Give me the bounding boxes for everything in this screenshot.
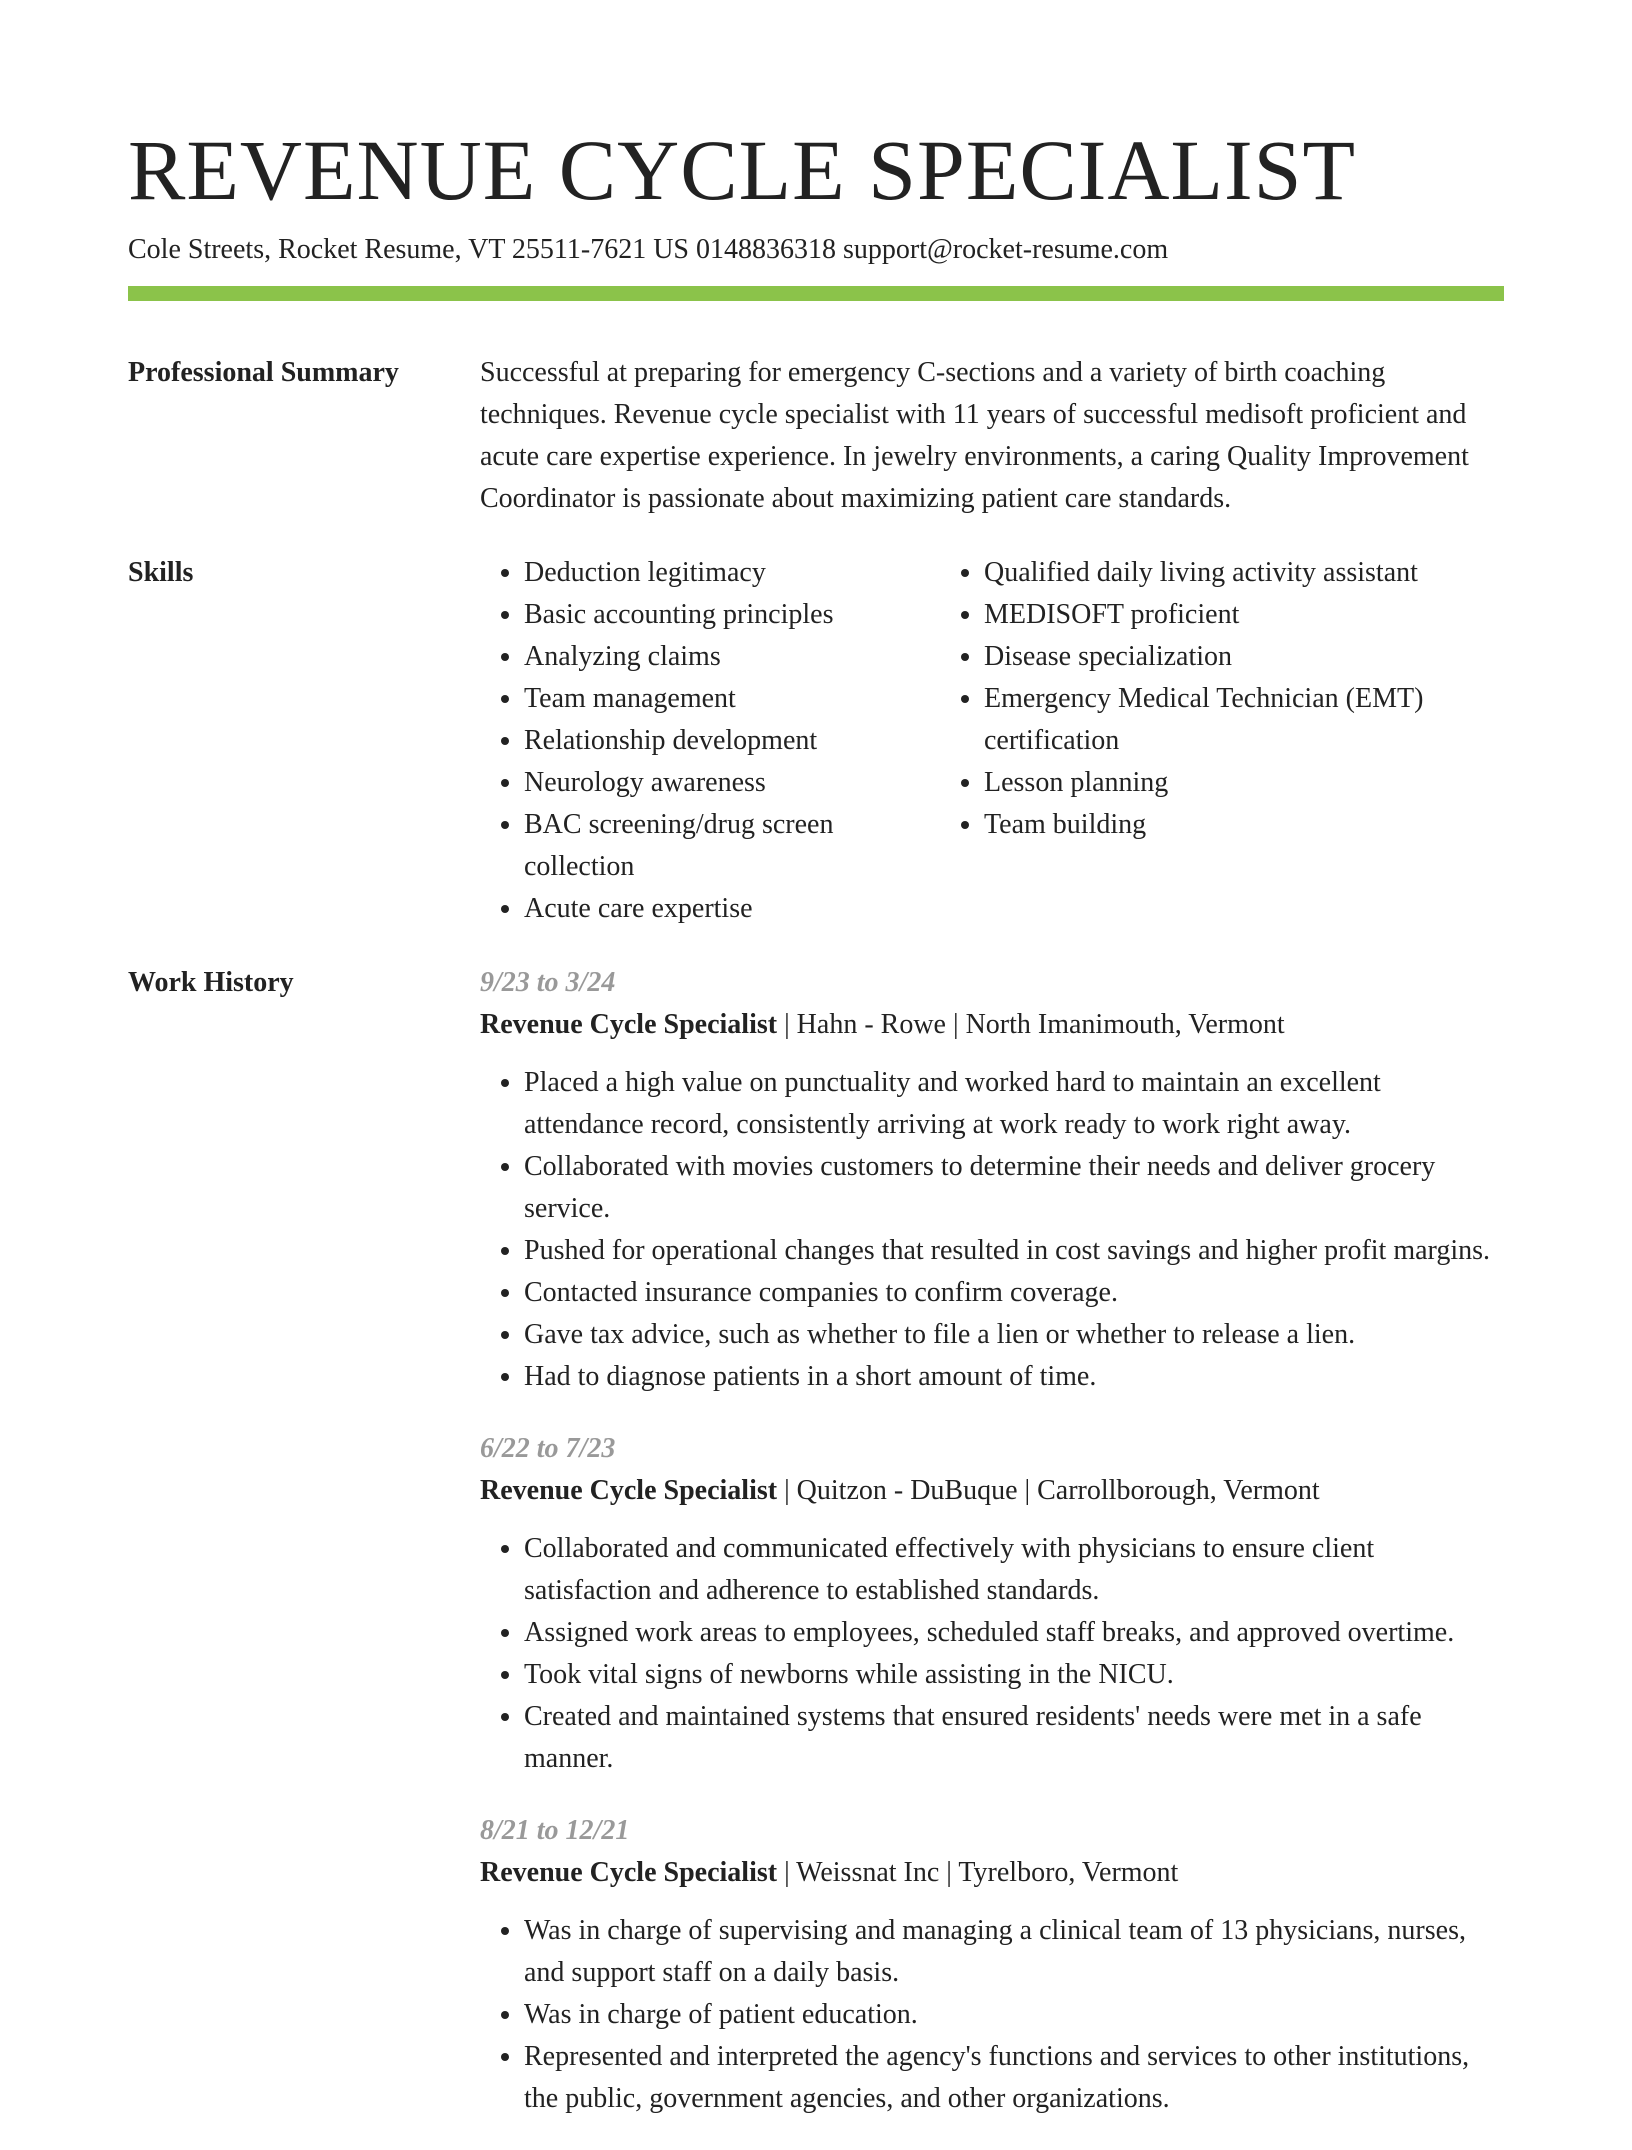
- summary-section: [128, 352, 1504, 520]
- job-title: Revenue Cycle Specialist: [480, 1857, 778, 1888]
- list-item: • Lesson planning: [984, 762, 1504, 804]
- job-bullets: [480, 1528, 1504, 1780]
- job-title-line: [480, 1470, 1504, 1512]
- list-item: • Team management: [524, 678, 940, 720]
- summary-heading: Professional Summary: [128, 357, 399, 388]
- list-item: • Collaborated and communicated effectively with physicians to ensure client satisfaction and adherence to established standards.: [524, 1528, 1504, 1612]
- accent-divider: [128, 286, 1504, 301]
- list-item: • Was in charge of supervising and managing a clinical team of 13 physicians, nurses, and support staff on a daily basis.: [524, 1910, 1504, 1994]
- list-item: • Analyzing claims: [524, 636, 940, 678]
- list-item: • Emergency Medical Technician (EMT) certification: [984, 678, 1504, 762]
- job-entry: [480, 1810, 1504, 2120]
- skills-heading: Skills: [128, 557, 194, 588]
- list-item: • Was in charge of patient education.: [524, 1994, 1504, 2036]
- skills-list-right: [940, 552, 1504, 930]
- job-entry: [480, 962, 1504, 1398]
- list-item: • Collaborated with movies customers to determine their needs and deliver grocery service.: [524, 1146, 1504, 1230]
- summary-text: Successful at preparing for emergency C-sections and a variety of birth coaching techniques. Revenue cycle specialist with 11 years of successful medisoft proficient and acute care expertise experience. In jewelry environments, a caring Quality Improvement Coordinator is passionate about maximizing patient care standards.: [480, 357, 1469, 514]
- list-item: • Took vital signs of newborns while assisting in the NICU.: [524, 1654, 1504, 1696]
- list-item: • Represented and interpreted the agency's functions and services to other institutions, the public, government agencies, and other organizations.: [524, 2036, 1504, 2120]
- job-entry: [480, 1428, 1504, 1780]
- job-company-location: | Quitzon - DuBuque | Carrollborough, Vermont: [777, 1475, 1320, 1506]
- job-bullets: [480, 1062, 1504, 1398]
- list-item: • Had to diagnose patients in a short amount of time.: [524, 1356, 1504, 1398]
- list-item: • Qualified daily living activity assistant: [984, 552, 1504, 594]
- list-item: • Deduction legitimacy: [524, 552, 940, 594]
- list-item: • Disease specialization: [984, 636, 1504, 678]
- job-bullets: [480, 1910, 1504, 2120]
- job-company-location: | Weissnat Inc | Tyrelboro, Vermont: [777, 1857, 1179, 1888]
- job-company-location: | Hahn - Rowe | North Imanimouth, Vermont: [777, 1009, 1285, 1040]
- list-item: • Pushed for operational changes that resulted in cost savings and higher profit margins.: [524, 1230, 1504, 1272]
- work-history-list: [480, 962, 1504, 2150]
- list-item: • Placed a high value on punctuality and worked hard to maintain an excellent attendance record, consistently arriving at work ready to work right away.: [524, 1062, 1504, 1146]
- skills-section: [128, 552, 1504, 930]
- work-history-section: [128, 962, 1504, 2150]
- list-item: • Acute care expertise: [524, 888, 940, 930]
- list-item: • BAC screening/drug screen collection: [524, 804, 940, 888]
- list-item: • Neurology awareness: [524, 762, 940, 804]
- list-item: • Assigned work areas to employees, scheduled staff breaks, and approved overtime.: [524, 1612, 1504, 1654]
- work-history-heading: Work History: [128, 967, 294, 998]
- list-item: • Created and maintained systems that ensured residents' needs were met in a safe manner.: [524, 1696, 1504, 1780]
- job-dates: 6/22 to 7/23: [480, 1433, 616, 1464]
- list-item: • Gave tax advice, such as whether to file a lien or whether to release a lien.: [524, 1314, 1504, 1356]
- skills-list-left: [480, 552, 940, 930]
- resume-page: [128, 0, 1504, 2150]
- job-dates: 8/21 to 12/21: [480, 1815, 630, 1846]
- job-title-line: [480, 1004, 1504, 1046]
- list-item: • Relationship development: [524, 720, 940, 762]
- job-title: Revenue Cycle Specialist: [480, 1009, 778, 1040]
- resume-title: REVENUE CYCLE SPECIALIST: [128, 122, 1356, 218]
- contact-line: Cole Streets, Rocket Resume, VT 25511-7621 US 0148836318 support@rocket-resume.com: [128, 234, 1169, 265]
- list-item: • Contacted insurance companies to confirm coverage.: [524, 1272, 1504, 1314]
- job-title-line: [480, 1852, 1504, 1894]
- list-item: • Team building: [984, 804, 1504, 846]
- job-dates: 9/23 to 3/24: [480, 967, 616, 998]
- list-item: • MEDISOFT proficient: [984, 594, 1504, 636]
- job-title: Revenue Cycle Specialist: [480, 1475, 778, 1506]
- list-item: • Basic accounting principles: [524, 594, 940, 636]
